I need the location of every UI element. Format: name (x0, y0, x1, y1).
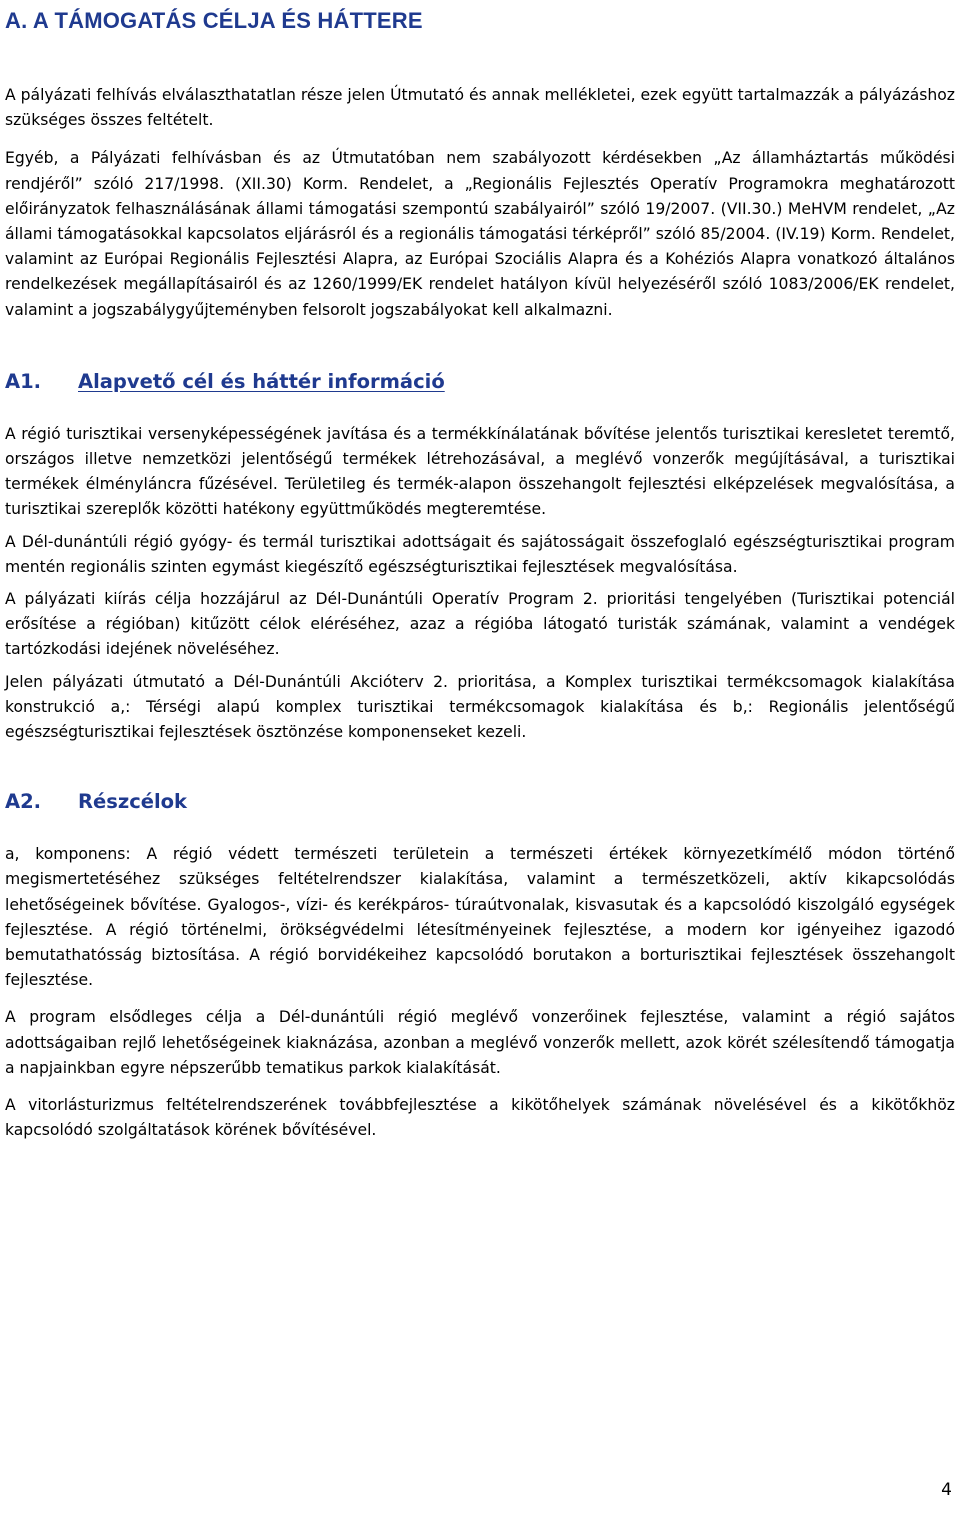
spacer (5, 395, 955, 422)
section-a1-paragraph-4: Jelen pályázati útmutató a Dél-Dunántúli Akcióterv 2. prioritása, a Komplex turisztikai termékcsomagok kialakítása konstrukció a,: Térségi alapú komplex turisztikai termékcsomagok kialakítása és b,: Regionális jelentőségű egészségturisztikai fejlesztések ösztönzése komponenseket kezeli. (5, 672, 955, 742)
section-a2-paragraph-1: a, komponens: A régió védett természeti területein a természeti értékek környezetkímélő módon történő megismertetéséhez szükséges feltételrendszer kialakítása, valamint a természetközeli, aktív kikapcsolódás lehetőségeinek bővítése. Gyalogos-, vízi- és kerékpáros- túraútvonalak, kisvasutak és a kapcsolódó kiszolgáló egységek fejlesztése. A régió történelmi, örökségvédelmi létesítményeinek fejlesztése, a modern kor igényeihez igazodó bemutathatósság biztosítása. A régió borvidékeihez kapcsolódó borutakon a borturisztikai fejlesztések összehangolt fejlesztése. (5, 845, 955, 990)
section-a2-paragraph-3: A vitorlásturizmus feltételrendszerének továbbfejlesztése a kikötőhelyek számának növelésével és a kikötőkhöz kapcsolódó szolgáltatások körének bővítésével. (5, 1096, 955, 1140)
section-a1-number: A1. (5, 369, 42, 393)
section-a1-heading (5, 369, 955, 395)
spacer (5, 815, 955, 842)
spacer (5, 133, 955, 146)
document-page (5, 0, 955, 1144)
section-a2-heading (5, 789, 955, 815)
intro-paragraph-2: Egyéb, a Pályázati felhívásban és az Útmutatóban nem szabályozott kérdésekben „Az államháztartás működési rendjéről” szóló 217/1998. (XII.30) Korm. Rendelet, a „Regionális Fejlesztés Operatív Programokra meghatározott előirányzatok felhasználásának állami támogatási szempontú szabályairól” szóló 19/2007. (VII.30.) MeHVM rendelet, „Az állami támogatásokkal kapcsolatos eljárásról és a regionális támogatási térképről” szóló 85/2004. (IV.19) Korm. Rendelet, valamint az Európai Regionális Fejlesztési Alapra, az Európai Szociális Alapra és a Kohéziós Alapra vonatkozó általános rendelkezések megállapításairól és az 1260/1999/EK rendelet hatályon kívül helyezéséről szóló 1083/2006/EK rendelet, valamint a jogszabálygyűjteményben felsorolt jogszabályokat kell alkalmazni. (5, 149, 955, 319)
section-a1-paragraph-3: A pályázati kiírás célja hozzájárul az Dél-Dunántúli Operatív Program 2. prioritási tengelyében (Turisztikai potenciál erősítése a régióban) kitűzött célok eléréséhez, azaz a régióba látogató turisták számának, valamint a vendégek tartózkodási idejének növeléséhez. (5, 590, 955, 659)
spacer (5, 663, 955, 670)
intro-paragraph-1: A pályázati felhívás elválaszthatatlan része jelen Útmutató és annak mellékletei, ezek együtt tartalmazzák a pályázáshoz szükséges összes feltételt. (5, 86, 955, 130)
section-a2-title: Részcélok (78, 790, 188, 814)
spacer (5, 323, 955, 369)
section-a2-number: A2. (5, 790, 42, 814)
spacer (5, 523, 955, 530)
section-a2-paragraph-2: A program elsődleges célja a Dél-dunántúli régió meglévő vonzerőinek fejlesztése, valamint a régió sajátos adottságaiban rejlő lehetőségeinek kiaknázása, azonban a meglévő vonzerők mellett, azok körét szélesítendő támogatja a napjainkban egyre népszerűbb tematikus parkok kialakítását. (5, 1008, 955, 1077)
section-a1-title: Alapvető cél és háttér információ (78, 369, 445, 393)
section-a1-paragraph-2: A Dél-dunántúli régió gyógy- és termál turisztikai adottságait és sajátosságait összefoglaló egészségturisztikai program mentén regionális szinten egymást kiegészítő egészségturisztikai fejlesztések megvalósítása. (5, 532, 955, 576)
main-title: A. A TÁMOGATÁS CÉLJA ÉS HÁTTERE (5, 8, 423, 33)
page-number: 4 (941, 1480, 952, 1500)
section-a1-paragraph-1: A régió turisztikai versenyképességének javítása és a termékkínálatának bővítése jelentős turisztikai keresletet teremtő, országos illetve nemzetközi jelentőségű termékek létrehozásával, a meglévő vonzerők megújításával, a turisztikai termékek élményláncra fűzésével. Területileg és termék-alapon összehangolt fejlesztési elképzelések megvalósítása, a turisztikai szereplők közötti hatékony együttműködés megteremtése. (5, 424, 955, 519)
spacer (5, 745, 955, 789)
spacer (5, 34, 955, 83)
spacer (5, 993, 955, 1005)
spacer (5, 580, 955, 587)
spacer (5, 1081, 955, 1093)
